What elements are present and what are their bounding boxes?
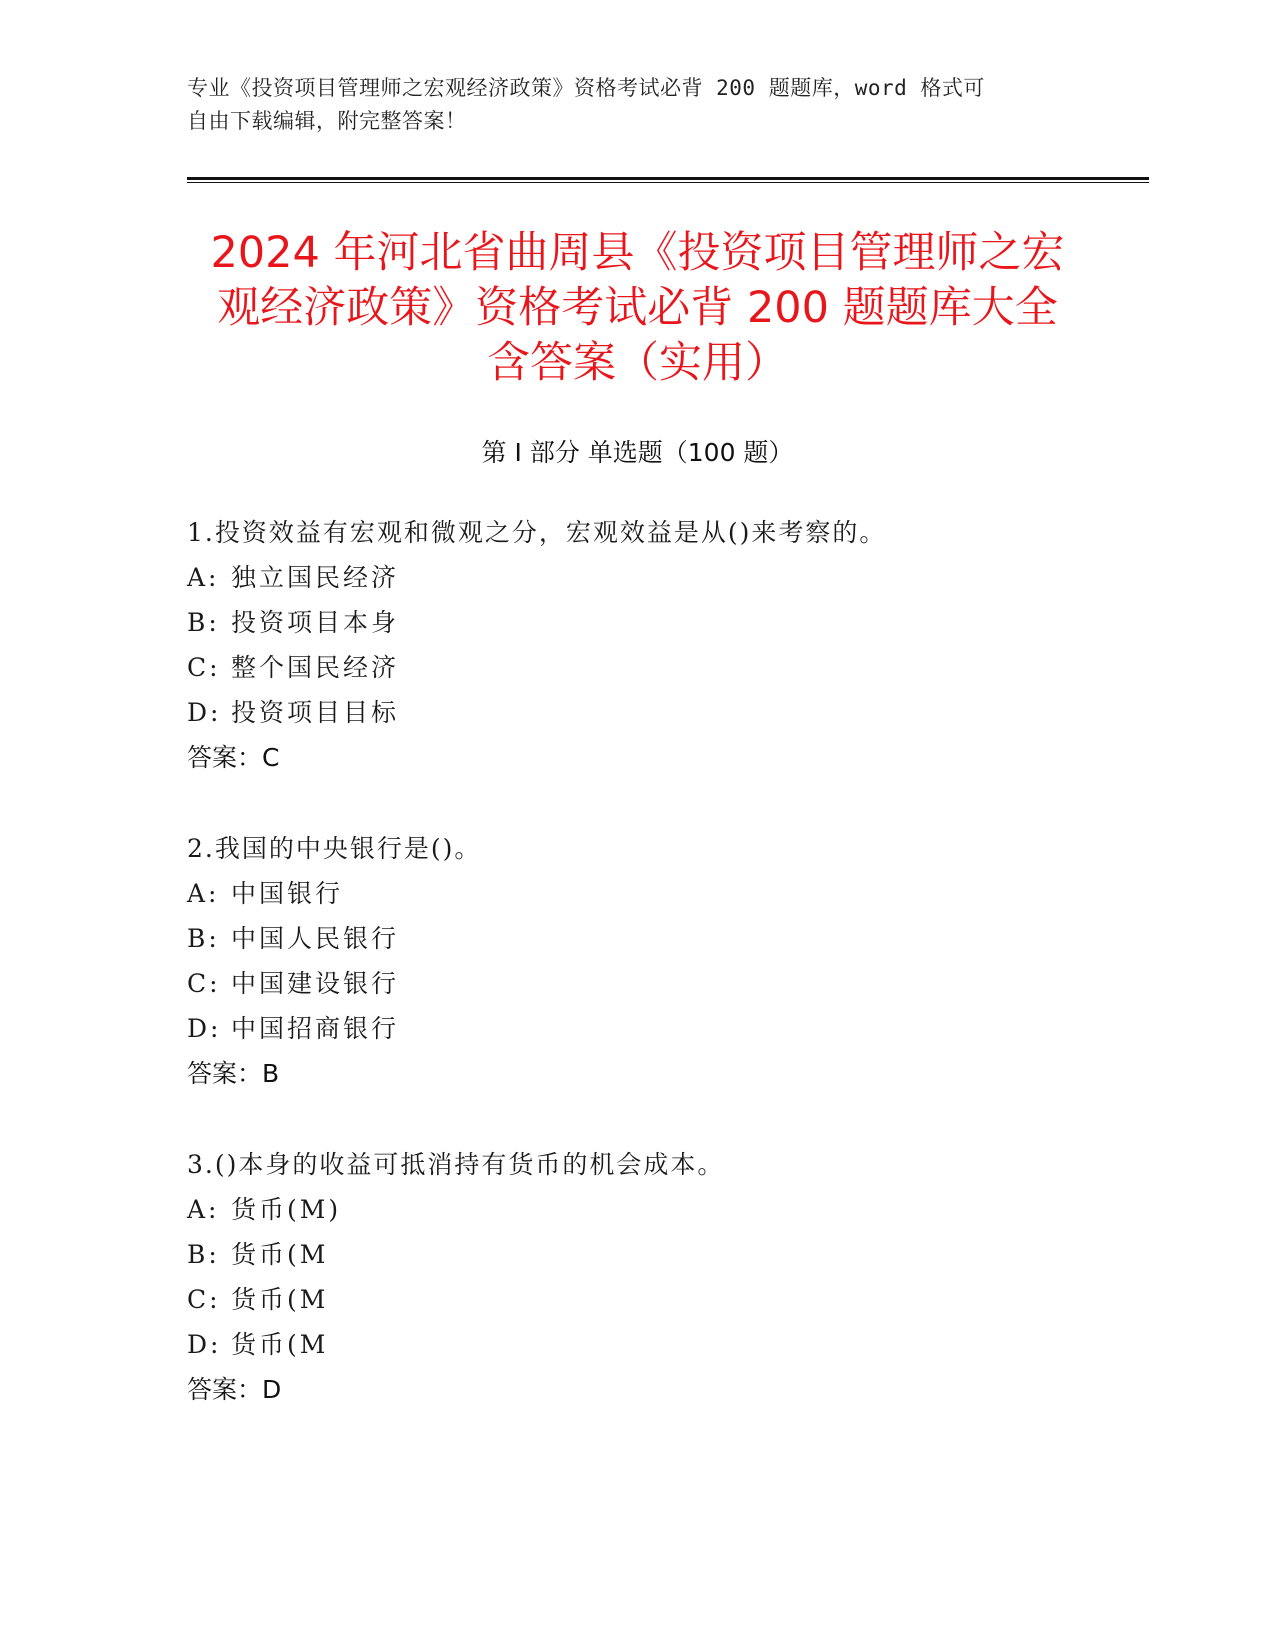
answer-line: 答案：C <box>187 743 280 772</box>
document-header-note <box>187 72 1087 138</box>
header-note-line-2: 自由下载编辑，附完整答案！ <box>187 109 467 133</box>
option-key: A: <box>187 1195 220 1224</box>
title-line-3: 含答案（实用） <box>487 338 788 388</box>
answer-line: 答案：B <box>187 1059 280 1088</box>
option-text: 投资项目本身 <box>231 608 400 637</box>
option-key: D: <box>187 1014 222 1043</box>
option-d <box>187 1006 1107 1051</box>
option-text: 整个国民经济 <box>231 653 400 682</box>
header-divider-thin <box>187 182 1149 183</box>
option-b <box>187 916 1107 961</box>
option-c <box>187 1277 1107 1322</box>
title-line-1: 2024 年河北省曲周县《投资项目管理师之宏 <box>210 228 1065 278</box>
option-text: 货币(M <box>231 1285 329 1314</box>
question-stem: 1.投资效益有宏观和微观之分，宏观效益是从()来考察的。 <box>187 518 887 547</box>
option-d <box>187 690 1107 735</box>
option-key: B: <box>187 924 220 953</box>
option-a <box>187 871 1107 916</box>
document-title <box>150 226 1125 391</box>
option-text: 独立国民经济 <box>231 563 400 592</box>
option-key: D: <box>187 1330 222 1359</box>
option-d <box>187 1322 1107 1367</box>
option-text: 货币(M) <box>231 1195 342 1224</box>
option-text: 投资项目目标 <box>231 698 400 727</box>
option-a <box>187 555 1107 600</box>
option-key: C: <box>187 1285 221 1314</box>
option-b <box>187 600 1107 645</box>
option-key: A: <box>187 879 220 908</box>
option-key: A: <box>187 563 220 592</box>
question-block-3 <box>187 1142 1107 1412</box>
question-stem: 3.()本身的收益可抵消持有货币的机会成本。 <box>187 1150 725 1179</box>
option-text: 中国建设银行 <box>231 969 400 998</box>
option-key: B: <box>187 1240 220 1269</box>
header-note-line-1: 专业《投资项目管理师之宏观经济政策》资格考试必背 200 题题库，word 格式可 <box>187 76 985 100</box>
header-divider-thick <box>187 177 1149 180</box>
option-a <box>187 1187 1107 1232</box>
section-heading: 第 I 部分 单选题（100 题） <box>481 438 794 467</box>
option-key: D: <box>187 698 222 727</box>
option-key: B: <box>187 608 220 637</box>
option-text: 中国银行 <box>231 879 344 908</box>
option-text: 中国招商银行 <box>231 1014 400 1043</box>
question-block-2 <box>187 826 1107 1096</box>
title-line-2: 观经济政策》资格考试必背 200 题题库大全 <box>217 283 1058 333</box>
answer-line: 答案：D <box>187 1375 282 1404</box>
option-text: 货币(M <box>231 1240 329 1269</box>
option-c <box>187 645 1107 690</box>
question-stem: 2.我国的中央银行是()。 <box>187 834 482 863</box>
option-text: 中国人民银行 <box>231 924 400 953</box>
option-key: C: <box>187 653 221 682</box>
option-key: C: <box>187 969 221 998</box>
option-c <box>187 961 1107 1006</box>
question-block-1 <box>187 510 1107 780</box>
option-text: 货币(M <box>231 1330 329 1359</box>
option-b <box>187 1232 1107 1277</box>
